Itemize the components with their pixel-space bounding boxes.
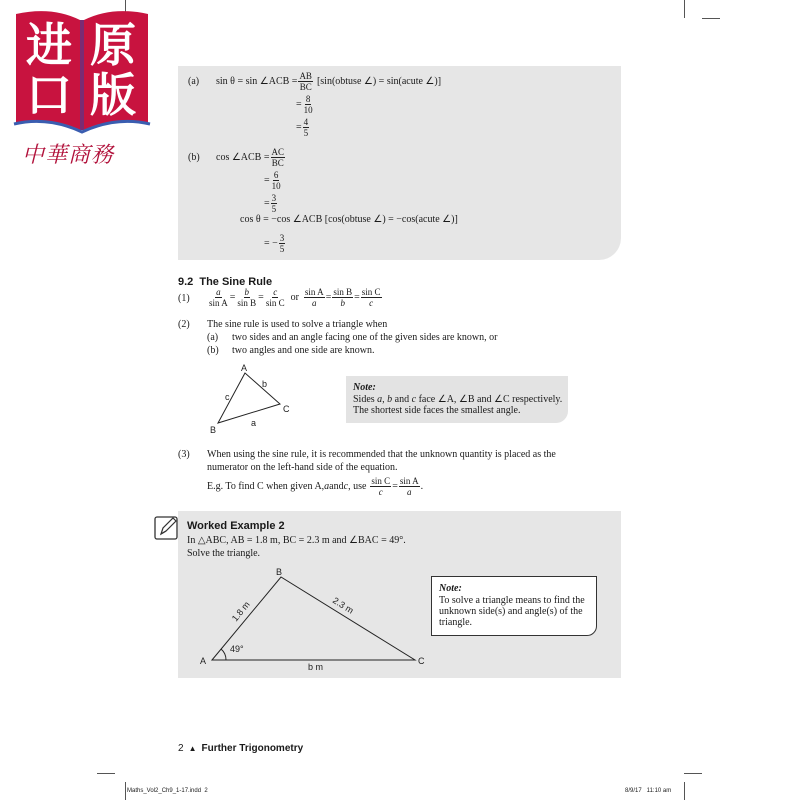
item-2a-label: (a) [207,332,219,343]
logo-char-3: 口 [26,68,72,122]
logo-subtitle: 中華商務 [22,143,115,168]
print-date: 8/9/17 11:10 am [625,788,672,794]
note-1-line2: The shortest side faces the smallest angle. [353,405,521,416]
fraction-ab-bc: $\frac{AB}{BC}$ [299,71,312,92]
part-b-result: = − $\frac{3}{5}$ [264,233,285,254]
item-3-label: (3) [178,449,190,460]
part-a-line1 [216,71,441,92]
section-title: The Sine Rule [199,276,273,288]
item-3-line2: numerator on the left-hand side of the equation. [207,462,398,473]
worked-example-line1: In △ABC, AB = 1.8 m, BC = 2.3 m and ∠BAC = 49°. [187,535,406,546]
vertex-a-label: A [200,656,207,666]
angle-a-label: 49° [230,644,244,654]
item-2b-text: two angles and one side are known. [232,345,375,356]
triangle-marker-icon: ▲ [188,744,197,753]
pencil-icon [153,513,181,543]
sine-rule-formula: $\frac{a}{\text{sin A}}$ = $\frac{b}{\text{sin B}}$ = $\frac{c}{\text{sin C}}$ or $\frac{\text{sin A}}{a}$ = $\frac{\text{sin B}}{b}$ = $\frac{\text{sin C}}{c}$ [209,287,381,308]
part-a-lhs: sin θ = sin ∠ACB = [216,75,298,87]
file-slug: Maths_Vol2_Ch9_1-17.indd 2 [127,788,208,794]
note-2-title: Note: [439,583,462,594]
page-number: 2 [178,743,184,754]
fraction-b-sinB: $\frac{b}{\text{sin B}}$ [237,287,257,308]
crop-mark [702,18,720,19]
part-b-cos-line: cos θ = −cos ∠ACB [cos(obtuse ∠) = −cos(acute ∠)] [240,214,458,225]
item-2a-text: two sides and an angle facing one of the given sides are known, or [232,332,498,343]
vertex-c-label: C [283,404,290,414]
worked-example-title: Worked Example 2 [187,520,285,532]
fraction-neg-3-5: $\frac{3}{5}$ [279,233,285,254]
vertex-b-label: B [276,567,283,577]
side-ac-label: b m [308,662,324,672]
fraction-sinA-a: $\frac{\text{sin A}}{a}$ [304,287,324,308]
logo-char-4: 版 [90,68,136,122]
part-a-line2: = $\frac{8}{10}$ [296,94,313,115]
logo-char-2: 原 [90,18,136,72]
part-b-label: (b) [188,152,200,163]
part-a-line3: = $\frac{4}{5}$ [296,117,309,138]
part-b-line3: = $\frac{3}{5}$ [264,193,277,214]
side-ab-label: 1.8 m [229,599,252,624]
logo-char-1: 进 [26,18,72,72]
fraction-8-10: $\frac{8}{10}$ [303,94,313,115]
item-3-example: E.g. To find C when given A, a and c , use $\frac{\text{sin C}}{c}$ = $\frac{\text{sin A}}{a}$ . [207,476,424,497]
fraction-sinB-b: $\frac{\text{sin B}}{b}$ [333,287,353,308]
fraction-4-5: $\frac{4}{5}$ [303,117,309,138]
fraction-sinC-c-example: $\frac{\text{sin C}}{c}$ [371,476,391,497]
vertex-c-label: C [418,656,425,666]
part-b-line2: = $\frac{6}{10}$ [264,170,281,191]
fraction-c-sinC: $\frac{c}{\text{sin C}}$ [265,287,285,308]
side-b-label: b [262,379,268,389]
crop-mark [125,782,126,800]
fraction-ac-bc: $\frac{AC}{BC}$ [271,147,285,168]
fraction-sinC-c: $\frac{\text{sin C}}{c}$ [361,287,381,308]
angle-arc [221,649,226,660]
chapter-title: Further Trigonometry [201,743,304,754]
item-2b-label: (b) [207,345,219,356]
note-1-title: Note: [353,382,376,393]
side-a-label: a [251,418,257,428]
publisher-logo [12,6,152,186]
part-a-rule: [sin(obtuse ∠) = sin(acute ∠)] [316,75,442,87]
crop-mark [684,782,685,800]
part-a-label: (a) [188,76,200,87]
vertex-b-label: B [210,425,217,435]
page-footer [178,743,303,754]
crop-mark [684,0,685,18]
fraction-sinA-a-example: $\frac{\text{sin A}}{a}$ [399,476,419,497]
side-c-label: c [225,392,230,402]
crop-mark [684,773,702,774]
note-2-line3: triangle. [439,617,473,628]
item-3-line1: When using the sine rule, it is recommended that the unknown quantity is placed as the [207,449,556,460]
fraction-6-10: $\frac{6}{10}$ [271,170,281,191]
note-2-line1: To solve a triangle means to find the [439,595,585,606]
fraction-3-5: $\frac{3}{5}$ [271,193,277,214]
crop-mark [97,773,115,774]
vertex-a-label: A [241,363,248,373]
note-1-line1: Sides a, b and c face ∠A, ∠B and ∠C respectively. [353,394,563,405]
part-b-line1: cos ∠ACB = $\frac{AC}{BC}$ [216,147,285,168]
triangle-diagram-2 [196,564,436,674]
item-2-label: (2) [178,319,190,330]
item-2-text: The sine rule is used to solve a triangle when [207,319,388,330]
side-bc-label: 2.3 m [330,595,356,616]
note-2-line2: unknown side(s) and angle(s) of the [439,606,583,617]
fraction-a-sinA: $\frac{a}{\text{sin A}}$ [209,287,228,308]
worked-example-line2: Solve the triangle. [187,548,261,559]
triangle-diagram-1 [205,362,305,438]
section-number: 9.2 [178,276,194,288]
item-1-label: (1) [178,293,190,304]
